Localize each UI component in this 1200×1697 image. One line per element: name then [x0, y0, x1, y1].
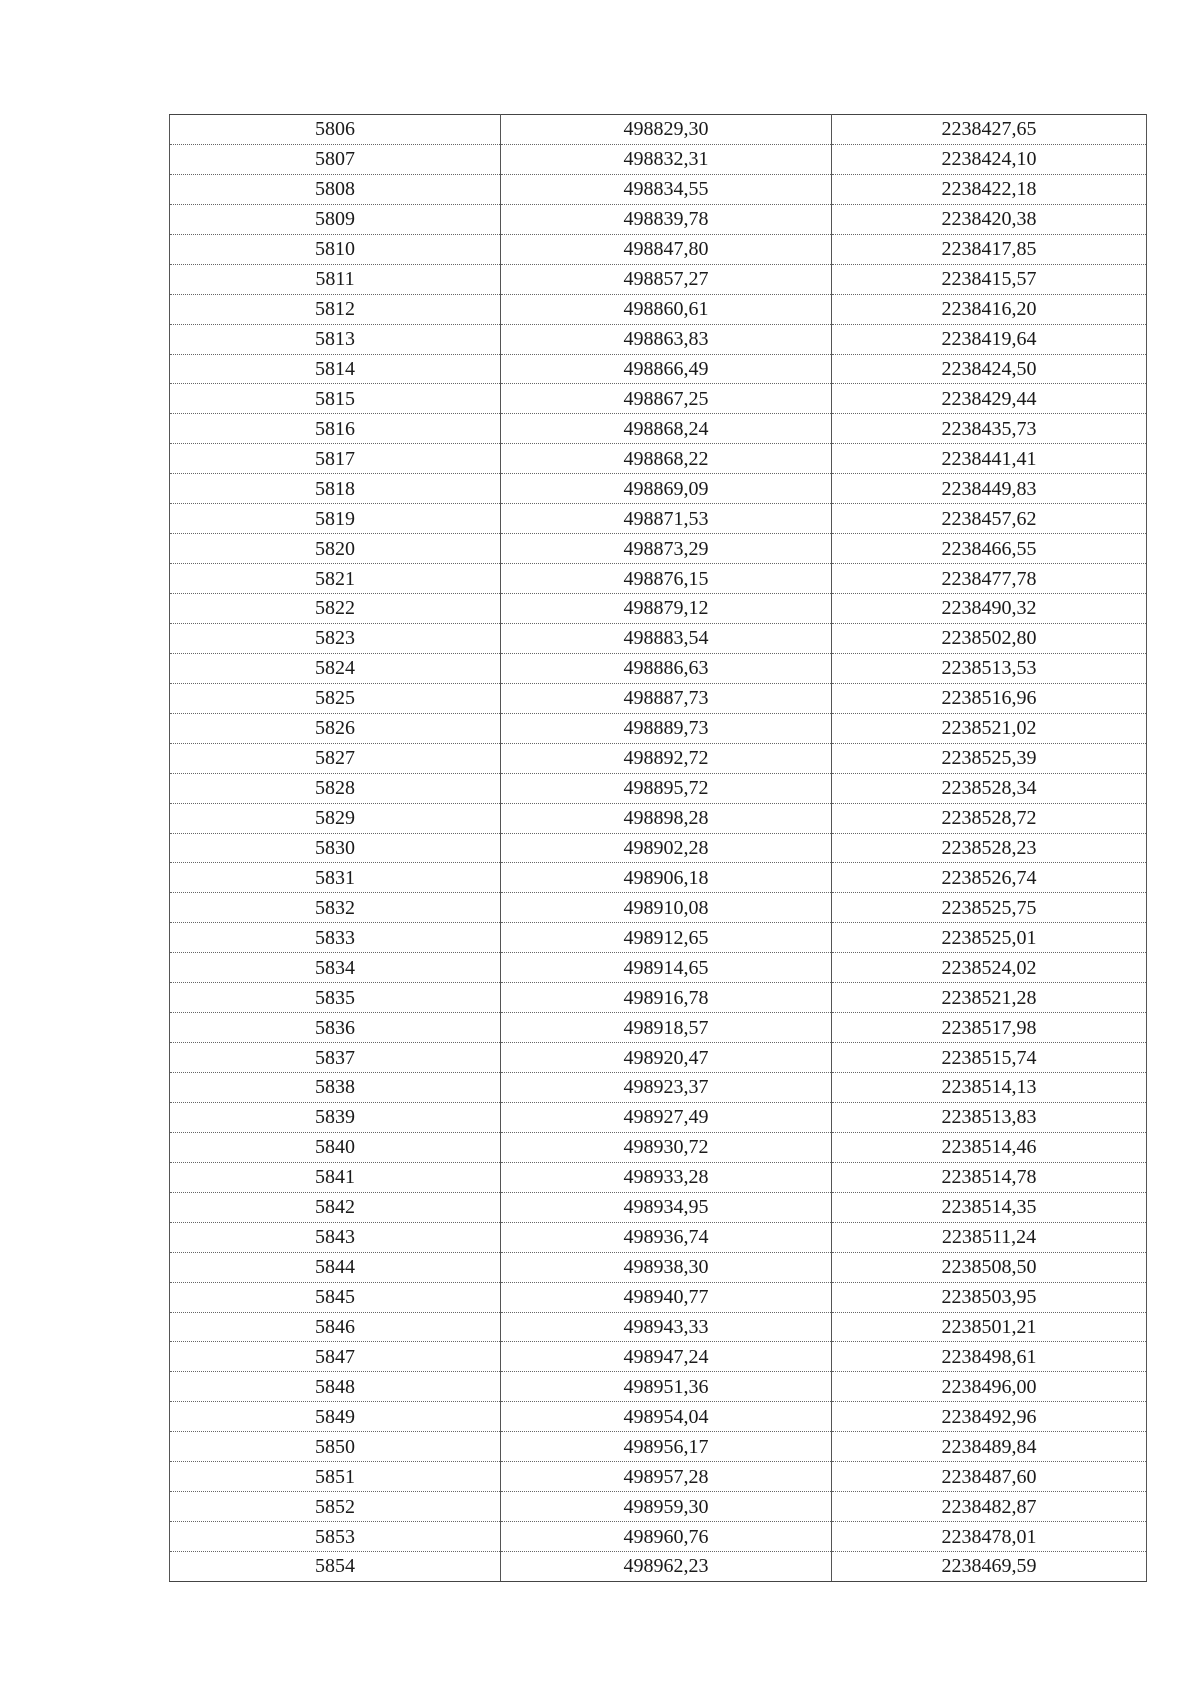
- x-coordinate-cell: 498947,24: [501, 1342, 832, 1372]
- point-number-cell: 5841: [170, 1162, 501, 1192]
- table-row: [170, 534, 1147, 564]
- table-row: [170, 1522, 1147, 1552]
- x-coordinate-cell: 498834,55: [501, 174, 832, 204]
- table-row: [170, 294, 1147, 324]
- table-row: [170, 1162, 1147, 1192]
- point-number-cell: 5843: [170, 1222, 501, 1252]
- point-number-cell: 5813: [170, 324, 501, 354]
- y-coordinate-cell: 2238502,80: [832, 623, 1147, 653]
- x-coordinate-cell: 498892,72: [501, 743, 832, 773]
- table-row: [170, 1102, 1147, 1132]
- y-coordinate-cell: 2238420,38: [832, 204, 1147, 234]
- point-number-cell: 5808: [170, 174, 501, 204]
- point-number-cell: 5836: [170, 1013, 501, 1043]
- point-number-cell: 5838: [170, 1073, 501, 1103]
- table-row: [170, 1073, 1147, 1103]
- x-coordinate-cell: 498868,22: [501, 444, 832, 474]
- point-number-cell: 5828: [170, 773, 501, 803]
- table-row: [170, 204, 1147, 234]
- x-coordinate-cell: 498871,53: [501, 504, 832, 534]
- x-coordinate-cell: 498940,77: [501, 1282, 832, 1312]
- point-number-cell: 5846: [170, 1312, 501, 1342]
- y-coordinate-cell: 2238525,39: [832, 743, 1147, 773]
- y-coordinate-cell: 2238435,73: [832, 414, 1147, 444]
- y-coordinate-cell: 2238516,96: [832, 683, 1147, 713]
- x-coordinate-cell: 498857,27: [501, 264, 832, 294]
- x-coordinate-cell: 498867,25: [501, 384, 832, 414]
- point-number-cell: 5854: [170, 1552, 501, 1582]
- y-coordinate-cell: 2238526,74: [832, 863, 1147, 893]
- x-coordinate-cell: 498839,78: [501, 204, 832, 234]
- x-coordinate-cell: 498910,08: [501, 893, 832, 923]
- point-number-cell: 5834: [170, 953, 501, 983]
- table-row: [170, 893, 1147, 923]
- table-row: [170, 1252, 1147, 1282]
- table-row: [170, 1402, 1147, 1432]
- point-number-cell: 5826: [170, 713, 501, 743]
- y-coordinate-cell: 2238441,41: [832, 444, 1147, 474]
- point-number-cell: 5806: [170, 115, 501, 145]
- y-coordinate-cell: 2238514,35: [832, 1192, 1147, 1222]
- point-number-cell: 5831: [170, 863, 501, 893]
- x-coordinate-cell: 498869,09: [501, 474, 832, 504]
- y-coordinate-cell: 2238449,83: [832, 474, 1147, 504]
- y-coordinate-cell: 2238477,78: [832, 564, 1147, 594]
- table-row: [170, 803, 1147, 833]
- table-row: [170, 683, 1147, 713]
- coordinates-table: [169, 114, 1147, 1582]
- table-row: [170, 1282, 1147, 1312]
- point-number-cell: 5824: [170, 653, 501, 683]
- y-coordinate-cell: 2238528,72: [832, 803, 1147, 833]
- table-row: [170, 983, 1147, 1013]
- x-coordinate-cell: 498889,73: [501, 713, 832, 743]
- table-row: [170, 1192, 1147, 1222]
- x-coordinate-cell: 498873,29: [501, 534, 832, 564]
- table-row: [170, 384, 1147, 414]
- point-number-cell: 5816: [170, 414, 501, 444]
- x-coordinate-cell: 498863,83: [501, 324, 832, 354]
- y-coordinate-cell: 2238466,55: [832, 534, 1147, 564]
- table-row: [170, 594, 1147, 624]
- table-row: [170, 1432, 1147, 1462]
- point-number-cell: 5817: [170, 444, 501, 474]
- point-number-cell: 5839: [170, 1102, 501, 1132]
- table-row: [170, 923, 1147, 953]
- table-row: [170, 833, 1147, 863]
- y-coordinate-cell: 2238469,59: [832, 1552, 1147, 1582]
- x-coordinate-cell: 498960,76: [501, 1522, 832, 1552]
- y-coordinate-cell: 2238422,18: [832, 174, 1147, 204]
- point-number-cell: 5812: [170, 294, 501, 324]
- point-number-cell: 5844: [170, 1252, 501, 1282]
- x-coordinate-cell: 498895,72: [501, 773, 832, 803]
- point-number-cell: 5842: [170, 1192, 501, 1222]
- table-row: [170, 324, 1147, 354]
- y-coordinate-cell: 2238515,74: [832, 1043, 1147, 1073]
- x-coordinate-cell: 498883,54: [501, 623, 832, 653]
- x-coordinate-cell: 498938,30: [501, 1252, 832, 1282]
- y-coordinate-cell: 2238525,01: [832, 923, 1147, 953]
- y-coordinate-cell: 2238482,87: [832, 1492, 1147, 1522]
- y-coordinate-cell: 2238489,84: [832, 1432, 1147, 1462]
- x-coordinate-cell: 498962,23: [501, 1552, 832, 1582]
- y-coordinate-cell: 2238417,85: [832, 234, 1147, 264]
- x-coordinate-cell: 498923,37: [501, 1073, 832, 1103]
- point-number-cell: 5837: [170, 1043, 501, 1073]
- table-row: [170, 564, 1147, 594]
- y-coordinate-cell: 2238424,10: [832, 144, 1147, 174]
- point-number-cell: 5845: [170, 1282, 501, 1312]
- y-coordinate-cell: 2238517,98: [832, 1013, 1147, 1043]
- y-coordinate-cell: 2238429,44: [832, 384, 1147, 414]
- table-row: [170, 1372, 1147, 1402]
- x-coordinate-cell: 498914,65: [501, 953, 832, 983]
- table-row: [170, 264, 1147, 294]
- x-coordinate-cell: 498887,73: [501, 683, 832, 713]
- y-coordinate-cell: 2238521,02: [832, 713, 1147, 743]
- y-coordinate-cell: 2238528,34: [832, 773, 1147, 803]
- x-coordinate-cell: 498916,78: [501, 983, 832, 1013]
- y-coordinate-cell: 2238501,21: [832, 1312, 1147, 1342]
- point-number-cell: 5830: [170, 833, 501, 863]
- point-number-cell: 5807: [170, 144, 501, 174]
- table-row: [170, 1132, 1147, 1162]
- table-row: [170, 115, 1147, 145]
- point-number-cell: 5811: [170, 264, 501, 294]
- table-row: [170, 773, 1147, 803]
- table-row: [170, 444, 1147, 474]
- x-coordinate-cell: 498879,12: [501, 594, 832, 624]
- point-number-cell: 5835: [170, 983, 501, 1013]
- point-number-cell: 5823: [170, 623, 501, 653]
- x-coordinate-cell: 498956,17: [501, 1432, 832, 1462]
- table-row: [170, 1312, 1147, 1342]
- point-number-cell: 5819: [170, 504, 501, 534]
- y-coordinate-cell: 2238508,50: [832, 1252, 1147, 1282]
- table-row: [170, 234, 1147, 264]
- x-coordinate-cell: 498886,63: [501, 653, 832, 683]
- y-coordinate-cell: 2238492,96: [832, 1402, 1147, 1432]
- x-coordinate-cell: 498959,30: [501, 1492, 832, 1522]
- point-number-cell: 5833: [170, 923, 501, 953]
- point-number-cell: 5822: [170, 594, 501, 624]
- x-coordinate-cell: 498912,65: [501, 923, 832, 953]
- point-number-cell: 5847: [170, 1342, 501, 1372]
- y-coordinate-cell: 2238528,23: [832, 833, 1147, 863]
- x-coordinate-cell: 498943,33: [501, 1312, 832, 1342]
- x-coordinate-cell: 498936,74: [501, 1222, 832, 1252]
- table-row: [170, 474, 1147, 504]
- x-coordinate-cell: 498934,95: [501, 1192, 832, 1222]
- y-coordinate-cell: 2238478,01: [832, 1522, 1147, 1552]
- point-number-cell: 5815: [170, 384, 501, 414]
- table-row: [170, 653, 1147, 683]
- x-coordinate-cell: 498898,28: [501, 803, 832, 833]
- table-row: [170, 1552, 1147, 1582]
- table-row: [170, 1013, 1147, 1043]
- y-coordinate-cell: 2238521,28: [832, 983, 1147, 1013]
- table-row: [170, 1222, 1147, 1252]
- x-coordinate-cell: 498832,31: [501, 144, 832, 174]
- table-row: [170, 354, 1147, 384]
- table-row: [170, 1043, 1147, 1073]
- table-row: [170, 174, 1147, 204]
- table-row: [170, 144, 1147, 174]
- point-number-cell: 5827: [170, 743, 501, 773]
- point-number-cell: 5851: [170, 1462, 501, 1492]
- y-coordinate-cell: 2238525,75: [832, 893, 1147, 923]
- point-number-cell: 5821: [170, 564, 501, 594]
- point-number-cell: 5820: [170, 534, 501, 564]
- point-number-cell: 5852: [170, 1492, 501, 1522]
- y-coordinate-cell: 2238513,53: [832, 653, 1147, 683]
- table-row: [170, 414, 1147, 444]
- point-number-cell: 5818: [170, 474, 501, 504]
- coordinates-table-body: [170, 115, 1147, 1582]
- x-coordinate-cell: 498957,28: [501, 1462, 832, 1492]
- y-coordinate-cell: 2238490,32: [832, 594, 1147, 624]
- x-coordinate-cell: 498927,49: [501, 1102, 832, 1132]
- point-number-cell: 5810: [170, 234, 501, 264]
- table-row: [170, 863, 1147, 893]
- x-coordinate-cell: 498868,24: [501, 414, 832, 444]
- y-coordinate-cell: 2238496,00: [832, 1372, 1147, 1402]
- x-coordinate-cell: 498866,49: [501, 354, 832, 384]
- y-coordinate-cell: 2238514,78: [832, 1162, 1147, 1192]
- table-row: [170, 713, 1147, 743]
- x-coordinate-cell: 498906,18: [501, 863, 832, 893]
- point-number-cell: 5849: [170, 1402, 501, 1432]
- y-coordinate-cell: 2238419,64: [832, 324, 1147, 354]
- y-coordinate-cell: 2238498,61: [832, 1342, 1147, 1372]
- point-number-cell: 5840: [170, 1132, 501, 1162]
- x-coordinate-cell: 498933,28: [501, 1162, 832, 1192]
- point-number-cell: 5809: [170, 204, 501, 234]
- table-row: [170, 1492, 1147, 1522]
- x-coordinate-cell: 498918,57: [501, 1013, 832, 1043]
- point-number-cell: 5853: [170, 1522, 501, 1552]
- point-number-cell: 5850: [170, 1432, 501, 1462]
- table-row: [170, 1462, 1147, 1492]
- point-number-cell: 5814: [170, 354, 501, 384]
- x-coordinate-cell: 498860,61: [501, 294, 832, 324]
- x-coordinate-cell: 498902,28: [501, 833, 832, 863]
- x-coordinate-cell: 498876,15: [501, 564, 832, 594]
- y-coordinate-cell: 2238514,13: [832, 1073, 1147, 1103]
- table-row: [170, 743, 1147, 773]
- y-coordinate-cell: 2238457,62: [832, 504, 1147, 534]
- point-number-cell: 5848: [170, 1372, 501, 1402]
- table-row: [170, 504, 1147, 534]
- y-coordinate-cell: 2238416,20: [832, 294, 1147, 324]
- point-number-cell: 5825: [170, 683, 501, 713]
- x-coordinate-cell: 498951,36: [501, 1372, 832, 1402]
- y-coordinate-cell: 2238487,60: [832, 1462, 1147, 1492]
- x-coordinate-cell: 498930,72: [501, 1132, 832, 1162]
- y-coordinate-cell: 2238513,83: [832, 1102, 1147, 1132]
- point-number-cell: 5829: [170, 803, 501, 833]
- table-row: [170, 953, 1147, 983]
- x-coordinate-cell: 498954,04: [501, 1402, 832, 1432]
- x-coordinate-cell: 498920,47: [501, 1043, 832, 1073]
- y-coordinate-cell: 2238427,65: [832, 115, 1147, 145]
- x-coordinate-cell: 498847,80: [501, 234, 832, 264]
- y-coordinate-cell: 2238524,02: [832, 953, 1147, 983]
- y-coordinate-cell: 2238503,95: [832, 1282, 1147, 1312]
- point-number-cell: 5832: [170, 893, 501, 923]
- y-coordinate-cell: 2238415,57: [832, 264, 1147, 294]
- table-row: [170, 623, 1147, 653]
- x-coordinate-cell: 498829,30: [501, 115, 832, 145]
- y-coordinate-cell: 2238514,46: [832, 1132, 1147, 1162]
- y-coordinate-cell: 2238424,50: [832, 354, 1147, 384]
- table-row: [170, 1342, 1147, 1372]
- y-coordinate-cell: 2238511,24: [832, 1222, 1147, 1252]
